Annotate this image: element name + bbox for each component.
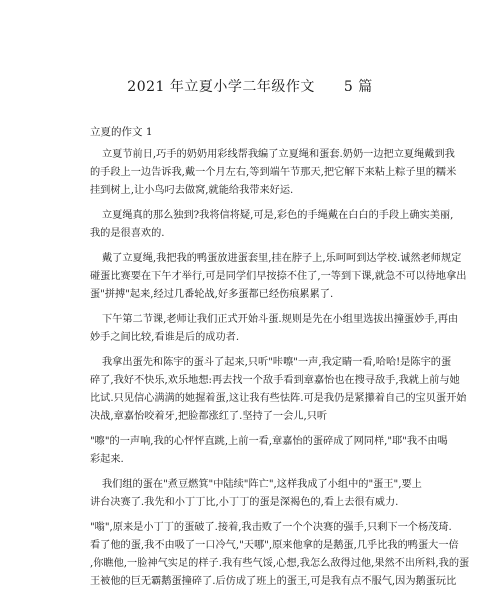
essay-subtitle: 立夏的作文 1 <box>90 126 153 138</box>
text-line: 下午第二节课,老师让我们正式开始斗蛋.规则是先在小组里选拔出撞蛋妙手,再由 <box>102 314 459 325</box>
text-line: 碰蛋比赛要在下午才举行,可是同学们早按捺不住了,一等到下课,就急不可以待地拿出 <box>90 271 467 282</box>
essay-body <box>90 146 470 598</box>
text-line: "嗡",原来是小丁丁的蛋破了.接着,我击败了一个个决赛的强手,只剩下一个杨茂琦. <box>90 522 452 533</box>
paragraph <box>90 146 457 200</box>
text-line: 戴了立夏绳,我把我的鸭蛋放进蛋套里,挂在脖子上,乐呵呵到达学校.诚然老师规定 <box>102 253 462 264</box>
text-line: 彩起来. <box>90 454 124 465</box>
text-line: 讲台决赛了.我先和小丁丁比,小丁丁的蛋是深褐色的,看上去很有威力. <box>90 497 399 508</box>
paragraph <box>90 519 470 591</box>
text-line: 我的是很喜欢的. <box>90 228 165 239</box>
text-line: 我拿出蛋先和陈宇的蛋斗了起来,只听"咔嚓"一声,我定睛一看,哈哈!是陈宇的蛋 <box>102 357 452 368</box>
text-line: 碎了,我好不快乐,欢乐地想:再去找一个敌手看到章嘉怡也在搜寻敌手,我就上前与她 <box>90 375 460 386</box>
paragraph <box>90 354 467 426</box>
text-line: 决战,章嘉怡咬着牙,把脸都涨红了.坚持了一会儿,只听 <box>90 411 328 422</box>
text-line: 的手段上一边告诉我,戴一个月左右,等到端午节那天,把它解下来粘上粽子里的糯米 <box>90 167 457 178</box>
paragraph <box>90 433 448 469</box>
paragraph <box>90 207 454 243</box>
text-line: 看了他的蛋,我不由吸了一口冷气,"天哪",原来他拿的是鹅蛋,几乎比我的鸭蛋大一倍 <box>90 540 459 551</box>
paragraph <box>90 476 420 512</box>
text-line: 比试.只见信心满满的她握着蛋,这让我有些怯阵.可是我仍是紧攥着自己的宝贝蛋开始 <box>90 393 467 404</box>
text-line: 妙手之间比较,看谁是后的成功者. <box>90 332 240 343</box>
paragraph <box>90 311 459 347</box>
text-line: ,你瞧他,一脸神气实足的样子.我有些气馁,心想,我怎么敌得过他,果然不出所料,我的蛋 <box>90 558 470 569</box>
text-line: 蛋"拼搏"起来,经过几番轮战,好多蛋都已经伤痕累累了. <box>90 289 334 300</box>
text-line: 挂到树上,让小鸟叼去做窝,就能给我带来好运. <box>90 185 294 196</box>
text-line: 我们组的蛋在"煮豆燃箕"中陆续"阵亡",这样我成了小组中的"蛋王",要上 <box>102 479 422 490</box>
document-title: 2021 年立夏小学二年级作文 5 篇 <box>127 79 373 95</box>
text-line: 立夏绳真的那么独到?我将信将疑,可是,彩色的手绳戴在白白的手段上确实美丽, <box>102 210 454 221</box>
text-line: 立夏节前日,巧手的奶奶用彩线帮我编了立夏绳和蛋套.奶奶一边把立夏绳戴到我 <box>102 149 455 160</box>
paragraph <box>90 250 467 304</box>
text-line: "嚓"的一声响,我的心怦怦直跳,上前一看,章嘉怡的蛋碎成了网同样,"耶"我不由喝 <box>90 436 448 447</box>
text-line: 王被他的巨无霸鹅蛋撞碎了.后仿成了班上的蛋王,可是我有点不服气,因为鹅蛋玩比 <box>90 576 457 587</box>
